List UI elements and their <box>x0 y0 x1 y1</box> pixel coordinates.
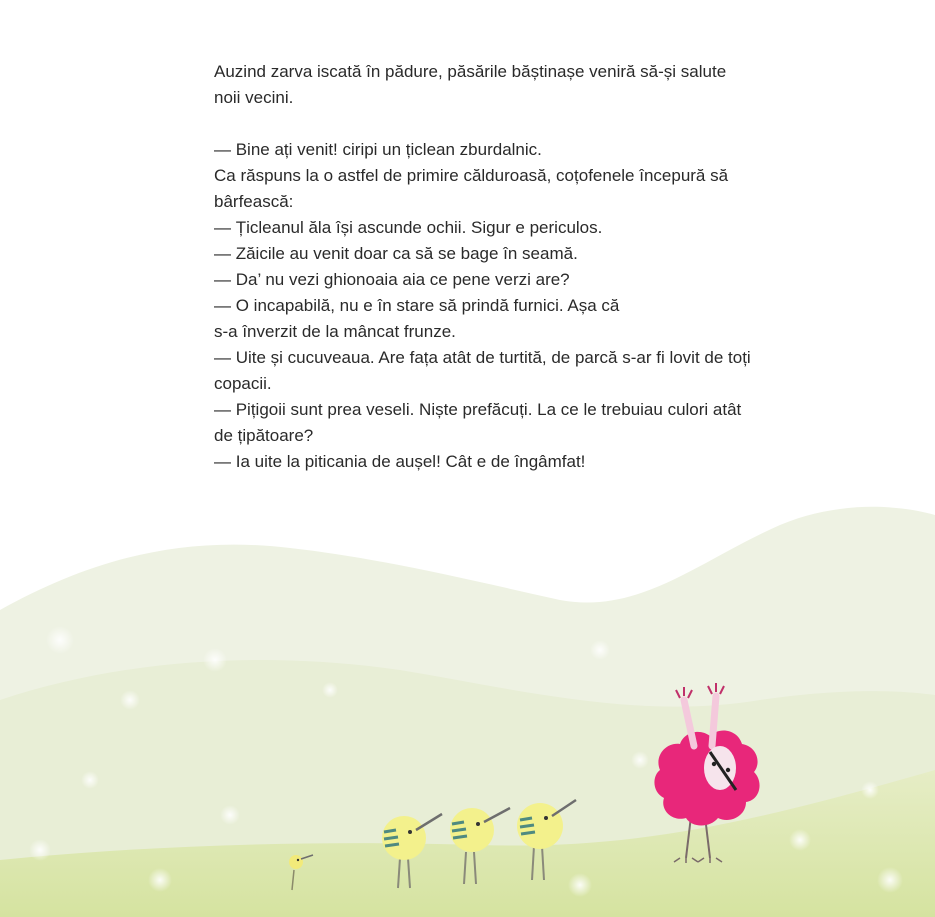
dialogue-block <box>214 137 754 475</box>
dialogue-line: — Uite și cucuveaua. Are fața atât de turtită, de parcă s-ar fi lovit de toți copacii. <box>214 348 751 393</box>
dialogue-line: — O incapabilă, nu e în stare să prindă furnici. Așa că <box>214 296 620 315</box>
dialogue-line: — Zăicile au venit doar ca să se bage în seamă. <box>214 244 578 263</box>
dialogue-line: — Da’ nu vezi ghionoaia aia ce pene verzi are? <box>214 270 570 289</box>
dialogue-line: — Ia uite la piticania de aușel! Cât e de îngâmfat! <box>214 452 586 471</box>
dialogue-line: s-a înverzit de la mâncat frunze. <box>214 322 456 341</box>
dialogue-line: — Bine ați venit! ciripi un țiclean zburdalnic. <box>214 140 542 159</box>
dialogue-line: — Țicleanul ăla își ascunde ochii. Sigur e periculos. <box>214 218 603 237</box>
dialogue-line: — Pițigoii sunt prea veseli. Niște prefăcuți. La ce le trebuiau culori atât de țipătoare? <box>214 400 742 445</box>
dialogue-line: Ca răspuns la o astfel de primire călduroasă, coțofenele începură să bârfească: <box>214 166 729 211</box>
story-text <box>214 59 754 475</box>
intro-paragraph: Auzind zarva iscată în pădure, păsările băștinașe veniră să-și salute noii vecini. <box>214 62 727 107</box>
